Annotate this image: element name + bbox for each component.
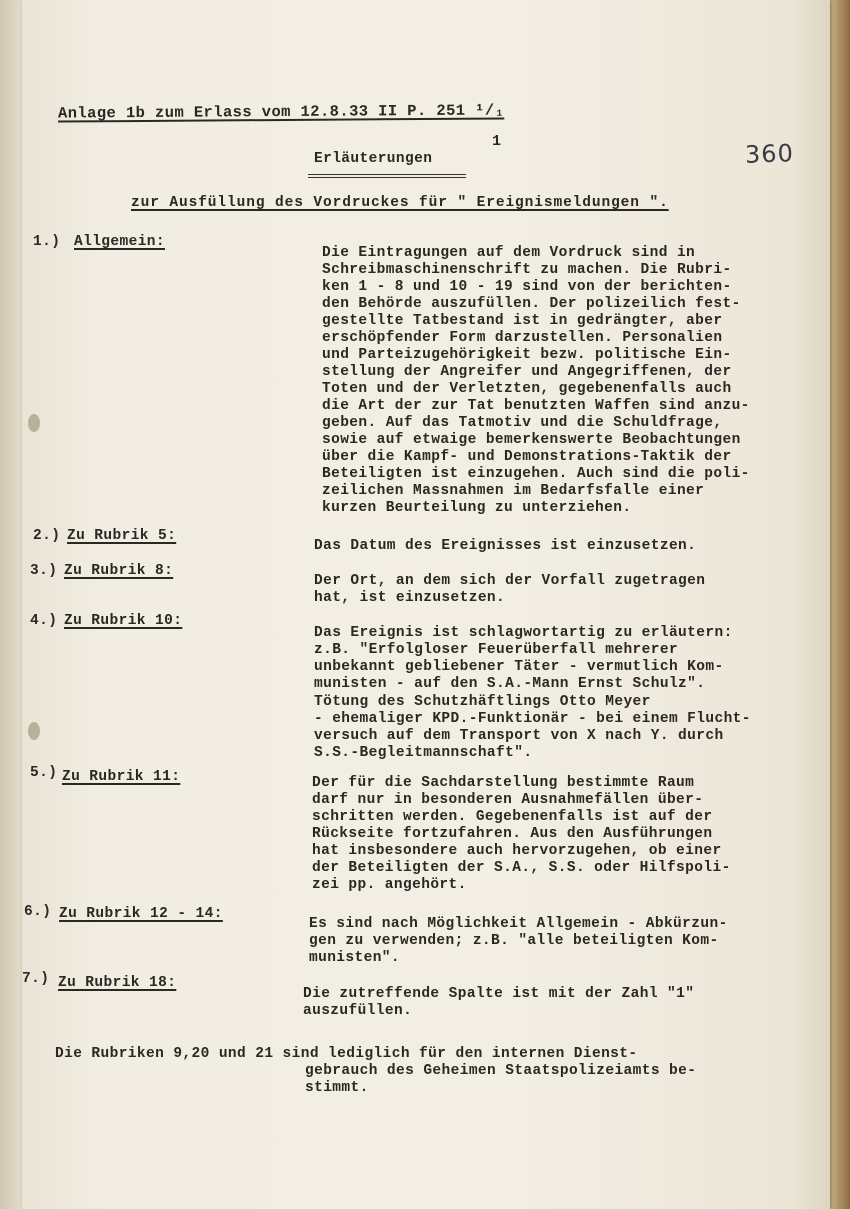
body-line: der Beteiligten der S.A., S.S. oder Hilfspoli- — [312, 860, 731, 876]
page-number: 1 — [492, 133, 502, 150]
footer-line: gebrauch des Geheimen Staatspolizeiamts be- — [305, 1063, 697, 1079]
body-line: kurzen Beurteilung zu unterziehen. — [322, 500, 632, 516]
punch-hole — [28, 722, 40, 740]
body-line: Das Datum des Ereignisses ist einzusetzen. — [314, 538, 697, 554]
body-line: Beteiligten ist einzugehen. Auch sind die poli- — [322, 466, 750, 482]
section-number: 3.) — [30, 563, 58, 579]
body-line: Toten und der Verletzten, gegebenenfalls auch — [322, 381, 732, 397]
section-number: 4.) — [30, 613, 58, 629]
body-line: S.S.-Begleitmannschaft". — [314, 745, 533, 761]
body-line: munisten". — [309, 950, 401, 966]
section-label: Zu Rubrik 5: — [67, 528, 177, 544]
section-number: 1.) — [33, 234, 61, 250]
section-label: Zu Rubrik 12 - 14: — [59, 906, 223, 922]
body-line: zeilichen Massnahmen im Bedarfsfalle einer — [322, 483, 705, 499]
sheet-number: 360 — [744, 139, 795, 169]
body-line: den Behörde auszufüllen. Der polizeilich fest- — [322, 296, 741, 312]
title-rule — [308, 174, 466, 175]
body-line: Die Eintragungen auf dem Vordruck sind in — [322, 245, 696, 261]
section-label: Zu Rubrik 18: — [58, 975, 177, 991]
document-title: Erläuterungen — [314, 151, 433, 167]
document-subtitle: zur Ausfüllung des Vordruckes für " Ereignismeldungen ". — [131, 195, 669, 211]
punch-hole — [28, 414, 40, 432]
body-line: Der für die Sachdarstellung bestimmte Raum — [312, 775, 695, 791]
section-label: Zu Rubrik 10: — [64, 613, 183, 629]
section-number: 6.) — [24, 904, 52, 920]
body-line: gestellte Tatbestand ist in gedrängter, aber — [322, 313, 723, 329]
section-number: 7.) — [22, 971, 50, 987]
body-line: ken 1 - 8 und 10 - 19 sind von der berichten- — [322, 279, 732, 295]
section-number: 2.) — [33, 528, 61, 544]
body-line: gen zu verwenden; z.B. "alle beteiligten Kom- — [309, 933, 719, 949]
footer-line: stimmt. — [305, 1080, 369, 1096]
body-line: Schreibmaschinenschrift zu machen. Die Rubri- — [322, 262, 732, 278]
body-line: geben. Auf das Tatmotiv und die Schuldfrage, — [322, 415, 723, 431]
body-line: hat, ist einzusetzen. — [314, 590, 506, 606]
body-line: Rückseite fortzufahren. Aus den Ausführungen — [312, 826, 713, 842]
body-line: erschöpfender Form darzustellen. Personalien — [322, 330, 723, 346]
section-label: Allgemein: — [74, 234, 166, 250]
title-rule — [308, 177, 466, 178]
body-line: die Art der zur Tat benutzten Waffen sind anzu- — [322, 398, 750, 414]
right-page-edge — [830, 0, 850, 1209]
document-reference: Anlage 1b zum Erlass vom 12.8.33 II P. 251 ¹/₁ — [57, 101, 505, 123]
section-number: 5.) — [30, 765, 58, 781]
body-line: unbekannt gebliebener Täter - vermutlich Kom- — [314, 659, 724, 675]
body-line: sowie auf etwaige bemerkenswerte Beobachtungen — [322, 432, 741, 448]
body-line: - ehemaliger KPD.-Funktionär - bei einem Flucht- — [314, 711, 751, 727]
body-line: Das Ereignis ist schlagwortartig zu erläutern: — [314, 625, 733, 641]
body-line: Der Ort, an dem sich der Vorfall zugetragen — [314, 573, 706, 589]
body-line: zei pp. angehört. — [312, 877, 467, 893]
body-line: darf nur in besonderen Ausnahmefällen über- — [312, 792, 704, 808]
body-line: munisten - auf den S.A.-Mann Ernst Schulz". — [314, 676, 706, 692]
section-label: Zu Rubrik 8: — [64, 563, 174, 579]
body-line: Es sind nach Möglichkeit Allgemein - Abkürzun- — [309, 916, 728, 932]
body-line: versuch auf dem Transport von X nach Y. durch — [314, 728, 724, 744]
footer-line: Die Rubriken 9,20 und 21 sind lediglich für den internen Dienst- — [55, 1046, 638, 1062]
body-line: Die zutreffende Spalte ist mit der Zahl "1" — [303, 986, 695, 1002]
section-label: Zu Rubrik 11: — [62, 769, 181, 785]
body-line: über die Kampf- und Demonstrations-Taktik der — [322, 449, 732, 465]
body-line: und Parteizugehörigkeit bezw. politische Ein- — [322, 347, 732, 363]
body-line: stellung der Angreifer und Angegriffenen, der — [322, 364, 732, 380]
left-page-edge — [0, 0, 22, 1209]
body-line: auszufüllen. — [303, 1003, 413, 1019]
body-line: schritten werden. Gegebenenfalls ist auf der — [312, 809, 713, 825]
body-line: z.B. "Erfolgloser Feuerüberfall mehrerer — [314, 642, 679, 658]
body-line: Tötung des Schutzhäftlings Otto Meyer — [314, 694, 651, 710]
body-line: hat insbesondere auch hervorzugehen, ob einer — [312, 843, 722, 859]
